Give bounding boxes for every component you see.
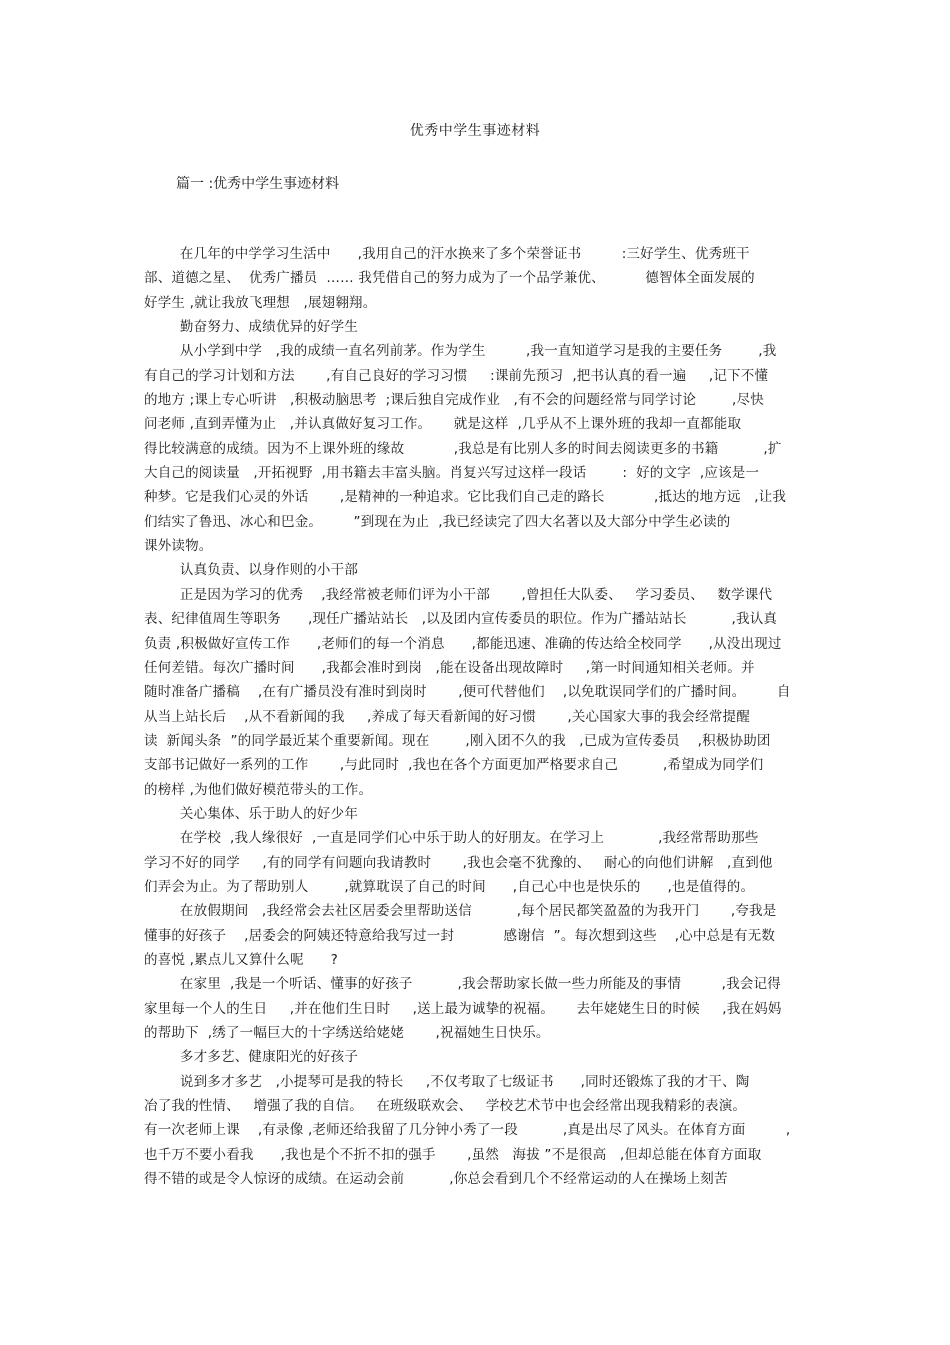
- body-text-line: 问老师 ,直到弄懂为止 ,并认真做好复习工作。 就是这样 ,几乎从不上课外班的我却一直都能取: [144, 416, 742, 433]
- body-text-line: 得比较满意的成绩。因为不上课外班的缘故 ,我总是有比别人多的时间去阅读更多的书籍 ,扩: [144, 440, 782, 457]
- body-text-line: 好学生 ,就让我放飞理想 ,展翅翱翔。: [144, 294, 377, 311]
- body-text-line: 得不错的或是令人惊讶的成绩。在运动会前 ,你总会看到几个不经常运动的人在操场上刻苦: [144, 1171, 728, 1188]
- body-text-line: 读 新闻头条 ”的同学最近某个重要新闻。现在 ,刚入团不久的我 ,已成为宣传委员 ,积极协助团: [144, 732, 771, 749]
- body-text-line: 支部书记做好一系列的工作 ,与此同时 ,我也在各个方面更加严格要求自己 ,希望成为同学们: [144, 757, 764, 774]
- body-text-line: 在学校 ,我人缘很好 ,一直是同学们心中乐于助人的好朋友。在学习上 ,我经常帮助那些: [144, 830, 759, 847]
- body-text-line: 冶了我的性情、 增强了我的自信。 在班级联欢会、 学校艺术节中也会经常出现我精彩的表演。: [144, 1098, 747, 1115]
- body-text-line: 种梦。它是我们心灵的外话 ,是精神的一种追求。它比我们自己走的路长 ,抵达的地方远 ,让我: [144, 489, 787, 506]
- body-text-line: 学习不好的同学 ,有的同学有问题向我请教时 ,我也会毫不犹豫的、 耐心的向他们讲解 ,直到他: [144, 854, 773, 871]
- body-text-line: 有一次老师上课 ,有录像 ,老师还给我留了几分钟小秀了一段 ,真是出尽了风头。在体育方面 ,: [144, 1122, 791, 1139]
- body-text-line: 的地方 ;课上专心听讲 ,积极动脑思考 ;课后独自完成作业 ,有不会的问题经常与同学讨论 ,尽快: [144, 392, 764, 409]
- body-text-line: 从当上站长后 ,从不看新闻的我 ,养成了每天看新闻的好习惯 ,关心国家大事的我会经常提醒: [144, 708, 750, 725]
- body-text-line: 的喜悦 ,累点儿又算什么呢 ?: [144, 951, 338, 968]
- body-text-line: 多才多艺、健康阳光的好孩子: [144, 1049, 359, 1066]
- body-text-line: 随时准备广播稿 ,在有广播员没有准时到岗时 ,便可代替他们 ,以免耽误同学们的广播时间。 自: [144, 684, 791, 701]
- document-title: 优秀中学生事迹材料: [409, 123, 541, 139]
- body-text-line: 关心集体、乐于助人的好少年: [144, 805, 359, 822]
- body-text-line: 说到多才多艺 ,小提琴可是我的特长 ,不仅考取了七级证书 ,同时还锻炼了我的才干、陶: [144, 1073, 750, 1090]
- body-text-line: 们结实了鲁迅、冰心和巴金。 ”到现在为止 ,我已经读完了四大名著以及大部分中学生必读的: [144, 513, 731, 530]
- body-text-line: 懂事的好孩子 ,居委会的阿姨还特意给我写过一封 感谢信 ”。每次想到这些 ,心中总是有无数: [144, 927, 776, 944]
- body-text-line: 在几年的中学学习生活中 ,我用自己的汗水换来了多个荣誉证书 :三好学生、优秀班干: [144, 246, 750, 262]
- body-text-line: 们弄会为止。为了帮助别人 ,就算耽误了自己的时间 ,自己心中也是快乐的 ,也是值得的。: [144, 878, 755, 895]
- body-text-line: 部、道德之星、 优秀广播员 …… 我凭借自己的努力成为了一个品学兼优、 德智体全面发展的: [144, 270, 755, 287]
- body-text-line: 在家里 ,我是一个听话、懂事的好孩子 ,我会帮助家长做一些力所能及的事情 ,我会记得: [144, 976, 781, 993]
- body-text-line: 负责 ,积极做好宣传工作 ,老师们的每一个消息 ,都能迅速、准确的传达给全校同学 ,从没出现过: [144, 635, 782, 652]
- body-text-line: 的帮助下 ,绣了一幅巨大的十字绣送给姥姥 ,祝福她生日快乐。: [144, 1025, 550, 1041]
- body-text-line: 的榜样 ,为他们做好模范带头的工作。: [144, 781, 373, 798]
- body-text-line: 有自己的学习计划和方法 ,有自己良好的学习习惯 :课前先预习 ,把书认真的看一遍 ,记下不懂: [144, 367, 769, 384]
- body-text-line: 从小学到中学 ,我的成绩一直名列前茅。作为学生 ,我一直知道学习是我的主要任务 ,我: [144, 343, 777, 360]
- body-text-line: 也千万不要小看我 ,我也是个不折不扣的强手 ,虽然 海拔 ”不是很高 ,但却总能在体育方面取: [144, 1146, 762, 1163]
- body-text-line: 勤奋努力、成绩优异的好学生: [144, 319, 359, 336]
- body-text-line: 认真负责、以身作则的小干部: [144, 562, 359, 579]
- body-text-line: 课外读物。: [144, 538, 213, 555]
- body-text-line: 家里每一个人的生日 ,并在他们生日时 ,送上最为诚挚的祝福。 去年姥姥生日的时候 ,我在妈妈: [144, 1000, 782, 1017]
- body-text-line: 表、纪律值周生等职务 ,现任广播站站长 ,以及团内宣传委员的职位。作为广播站站长 ,我认真: [144, 611, 778, 628]
- body-text-line: 正是因为学习的优秀 ,我经常被老师们评为小干部 ,曾担任大队委、 学习委员、 数学课代: [144, 586, 773, 603]
- document-body: [144, 242, 808, 1191]
- body-text-line: 大自己的阅读量 ,开拓视野 ,用书籍去丰富头脑。肖复兴写过这样一段话 : 好的文字 ,应该是一: [144, 465, 760, 482]
- body-text-line: 在放假期间 ,我经常会去社区居委会里帮助送信 ,每个居民都笑盈盈的为我开门 ,夸我是: [144, 903, 777, 920]
- document-subtitle: 篇一 :优秀中学生事迹材料: [176, 176, 340, 192]
- body-text-line: 任何差错。每次广播时间 ,我都会准时到岗 ,能在设备出现故障时 ,第一时间通知相关老师。并: [144, 659, 755, 676]
